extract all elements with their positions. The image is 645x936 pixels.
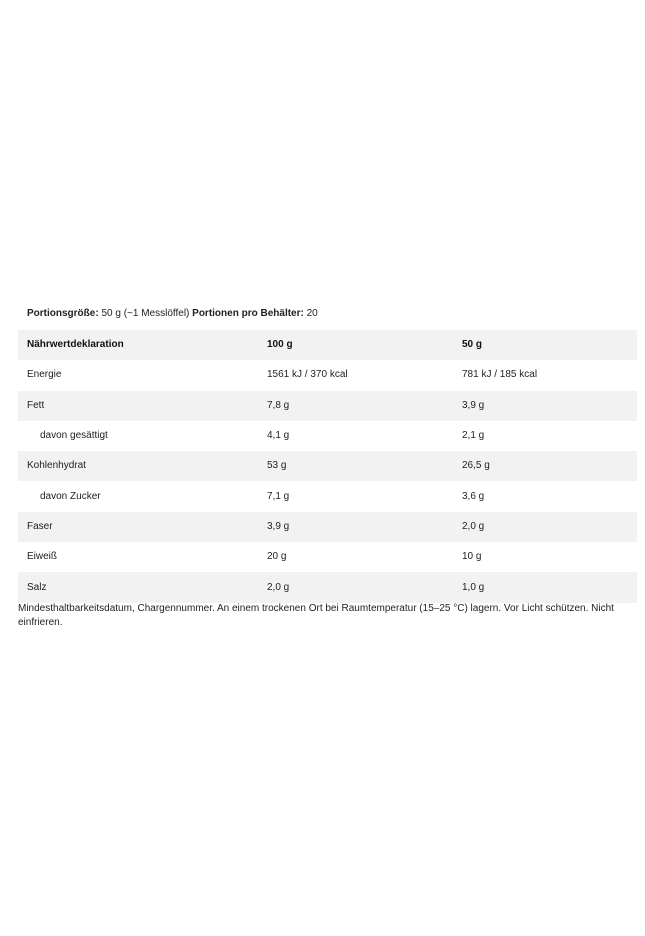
value-per-50g: 3,9 g xyxy=(462,399,485,411)
value-per-50g: 3,6 g xyxy=(462,490,485,502)
value-per-100g: 7,8 g xyxy=(267,399,290,411)
table-row xyxy=(18,542,637,572)
row-label: Salz xyxy=(27,581,47,593)
value-per-50g: 2,1 g xyxy=(462,430,485,442)
header-per-100g: 100 g xyxy=(267,339,293,351)
value-per-50g: 1,0 g xyxy=(462,581,485,593)
row-label: Fett xyxy=(27,399,45,411)
table-row xyxy=(18,572,637,602)
row-label: davon Zucker xyxy=(40,490,101,502)
value-per-100g: 2,0 g xyxy=(267,581,290,593)
serving-size-value: 50 g (~1 Messlöffel) xyxy=(101,308,190,319)
serving-size-label: Portionsgröße: xyxy=(27,308,99,319)
table-header-row xyxy=(18,330,637,360)
value-per-100g: 20 g xyxy=(267,551,287,563)
value-per-50g: 2,0 g xyxy=(462,520,485,532)
row-label: Faser xyxy=(27,520,53,532)
storage-footnote: Mindesthaltbarkeitsdatum, Chargennummer. An einem trockenen Ort bei Raumtemperatur (15–25 °C) lagern. Vor Licht schützen. Nicht einfrieren. xyxy=(18,603,614,628)
value-per-100g: 1561 kJ / 370 kcal xyxy=(267,369,348,381)
table-row xyxy=(18,481,637,511)
row-label: Kohlenhydrat xyxy=(27,460,86,472)
table-row xyxy=(18,391,637,421)
value-per-50g: 781 kJ / 185 kcal xyxy=(462,369,538,381)
serving-info xyxy=(27,308,318,320)
row-label: Energie xyxy=(27,369,62,381)
header-per-50g: 50 g xyxy=(462,339,483,351)
row-label: Eiweiß xyxy=(27,551,58,563)
header-nutrition-declaration: Nährwertdeklaration xyxy=(27,339,124,351)
value-per-100g: 7,1 g xyxy=(267,490,290,502)
nutrition-table xyxy=(18,330,637,603)
table-row xyxy=(18,421,637,451)
row-label: davon gesättigt xyxy=(40,430,108,442)
value-per-50g: 26,5 g xyxy=(462,460,490,472)
table-row xyxy=(18,512,637,542)
value-per-50g: 10 g xyxy=(462,551,482,563)
value-per-100g: 4,1 g xyxy=(267,430,290,442)
servings-per-container-value: 20 xyxy=(306,308,318,319)
value-per-100g: 3,9 g xyxy=(267,520,290,532)
value-per-100g: 53 g xyxy=(267,460,287,472)
table-row xyxy=(18,360,637,390)
servings-per-container-label: Portionen pro Behälter: xyxy=(192,308,304,319)
table-row xyxy=(18,451,637,481)
